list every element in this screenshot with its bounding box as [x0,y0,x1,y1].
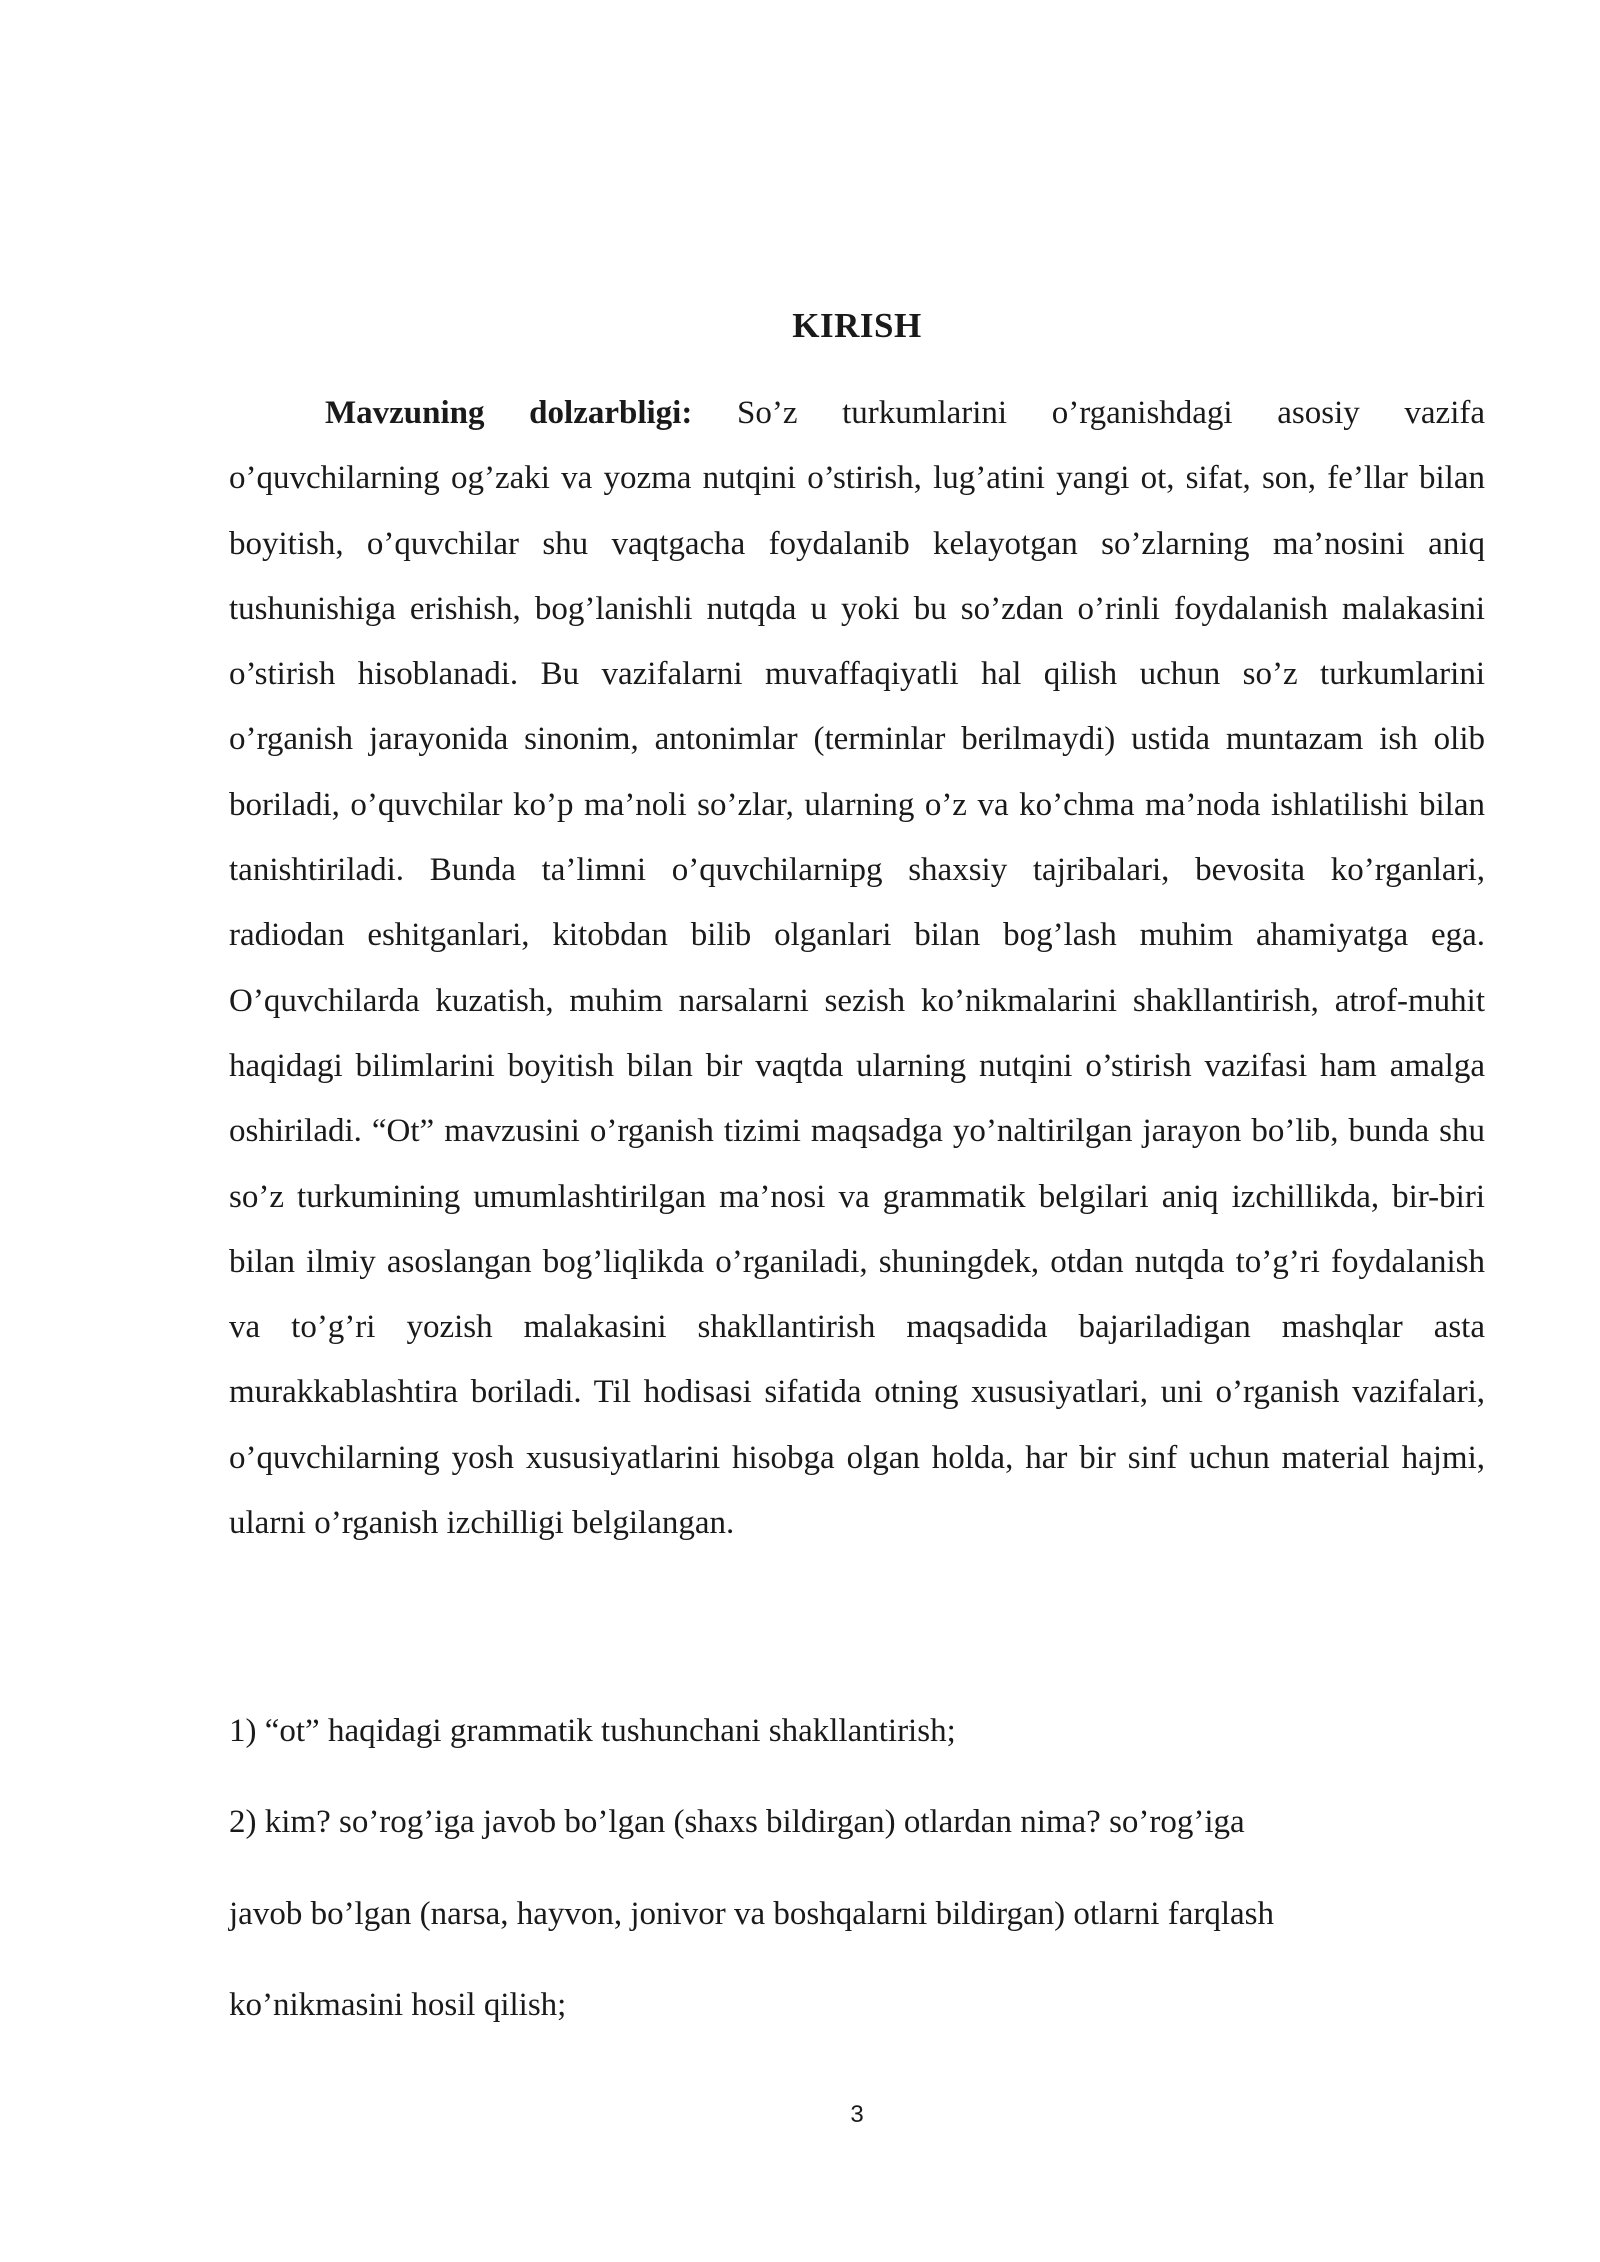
page-number: 3 [850,2101,864,2128]
intro-lead: Mavzuning dolzarbligi: [325,395,693,431]
section-heading [0,304,1600,348]
list-item-2-line-2: javob bo’lgan (narsa, hayvon, jonivor va boshqalarni bildirgan) otlarni farqlash [229,1896,1275,1932]
list-item-1: 1) “ot” haqidagi grammatik tushunchani shakllantirish; [229,1713,956,1749]
list-item-2-line-3: ko’nikmasini hosil qilish; [229,1987,567,2023]
heading-text: KIRISH [792,306,922,345]
intro-paragraph [229,381,1485,1556]
list-item-2-line-1: 2) kim? so’rog’iga javob bo’lgan (shaxs bildirgan) otlardan nima? so’rog’iga [229,1804,1245,1840]
intro-text: So’z turkumlarini o’rganishdagi asosiy vazifa o’quvchilarning og’zaki va yozma nutqini o’stirish, lug’atini yangi ot, sifat, son, fe’llar bilan boyitish, o’quvchilar shu vaqtgacha foydalanib kelayotgan so’zlarning ma’nosini aniq tushunishiga erishish, bog’lanishli nutqda u yoki bu so’zdan o’rinli foydalanish malakasini o’stirish hisoblanadi. Bu vazifalarni muvaffaqiyatli hal qilish uchun so’z turkumlarini o’rganish jarayonida sinonim, antonimlar (terminlar berilmaydi) ustida muntazam ish olib boriladi, o’quvchilar ko’p ma’noli so’zlar, ularning o’z va ko’chma ma’noda ishlatilishi bilan tanishtiriladi. Bunda ta’limni o’quvchilarnipg shaxsiy tajribalari, bevosita ko’rganlari, radiodan eshitganlari, kitobdan bilib olganlari bilan bog’lash muhim ahamiyatga ega. O’quvchilarda kuzatish, muhim narsalarni sezish ko’nikmalarini shakllantirish, atrof-muhit haqidagi bilimlarini boyitish bilan bir vaqtda ularning nutqini o’stirish vazifasi ham amalga oshiriladi. “Ot” mavzusini o’rganish tizimi maqsadga yo’naltirilgan jarayon bo’lib, bunda shu so’z turkumining umumlashtirilgan ma’nosi va grammatik belgilari aniq izchillikda, bir-biri bilan ilmiy asoslangan bog’liqlikda o’rganiladi, shuningdek, otdan nutqda to’g’ri foydalanish va to’g’ri yozish malakasini shakllantirish maqsadida bajariladigan mashqlar asta murakkablashtira boriladi. Til hodisasi sifatida otning xususiyatlari, uni o’rganish vazifalari, o’quvchilarning yosh xususiyatlarini hisobga olgan holda, har bir sinf uchun material hajmi, ularni o’rganish izchilligi belgilangan. [229,395,1485,1542]
